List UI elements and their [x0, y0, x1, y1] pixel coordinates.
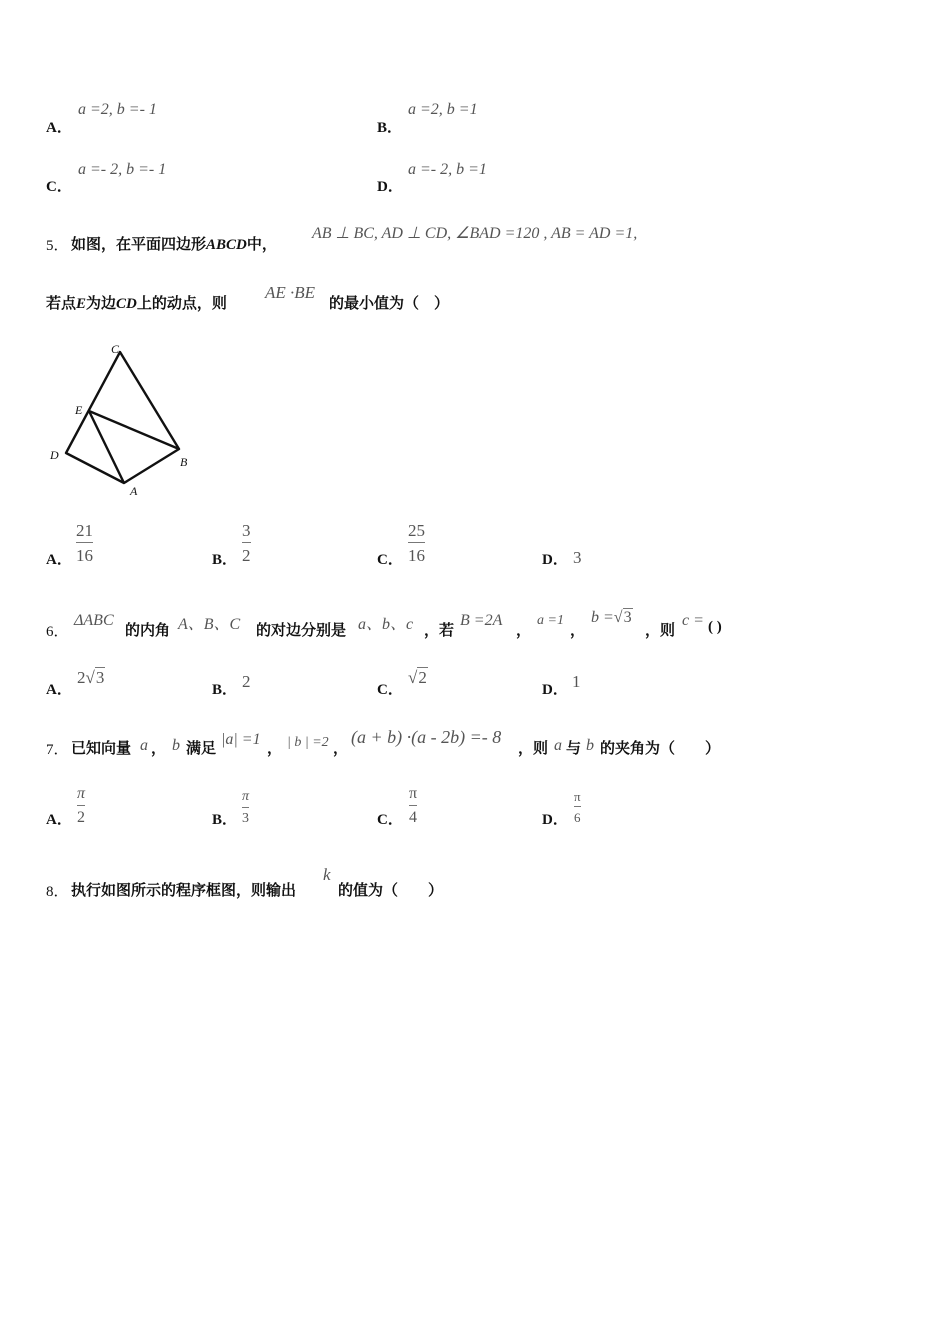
fraction — [242, 790, 249, 826]
question-text: 满足 — [186, 739, 217, 757]
option-math: a =- 2, b =- 1 — [78, 161, 167, 178]
option-label: D． — [377, 179, 403, 195]
fraction — [76, 522, 93, 564]
vector-b: b — [586, 737, 594, 754]
side-cd: CD — [116, 296, 137, 312]
option-label: C． — [377, 812, 403, 828]
option-label: B． — [212, 812, 238, 828]
option-math: 2√3 — [77, 668, 105, 687]
text: 中， — [246, 235, 277, 253]
numerator: 25 — [408, 521, 425, 540]
question-text: ，则 — [518, 739, 549, 757]
angles-math: A、B、C — [178, 616, 241, 633]
point-e: E — [76, 296, 87, 312]
option-math: √2 — [408, 668, 427, 687]
text: b = — [591, 609, 614, 626]
fraction — [409, 786, 417, 826]
quadrilateral-outline — [66, 352, 179, 483]
option-value: 3 — [573, 548, 582, 567]
label-c: C — [111, 342, 120, 356]
fraction — [242, 522, 251, 564]
option-value: 2 — [242, 672, 251, 691]
question-text: 执行如图所示的程序框图，则输出 — [71, 881, 297, 899]
punctuation: ， — [151, 739, 167, 757]
text: 若点 — [46, 294, 77, 312]
option-math: a =2, b =- 1 — [78, 101, 157, 118]
fraction — [408, 522, 425, 564]
question-text — [71, 233, 277, 254]
denominator: 2 — [242, 546, 251, 565]
sides-math: a、b、c — [358, 616, 414, 633]
option-label: A． — [46, 812, 72, 828]
option-label: C． — [46, 179, 72, 195]
numerator: π — [409, 785, 418, 802]
triangle-name: ΔABC — [74, 612, 114, 629]
question-text: ，若 — [424, 621, 455, 639]
numerator: π — [77, 785, 86, 802]
condition-math: AB ⊥ BC, AD ⊥ CD, ∠BAD =120 , AB = AD =1, — [312, 225, 638, 242]
fraction — [77, 786, 85, 826]
option-label: B． — [212, 682, 238, 698]
question-text-line2 — [46, 292, 227, 313]
answer-paren: ( ) — [708, 619, 722, 635]
option-label: B． — [377, 120, 403, 136]
question-text: 已知向量 — [71, 739, 132, 757]
option-label: A． — [46, 682, 72, 698]
question-number: 7． — [46, 742, 69, 758]
question-text: 的夹角为（ ） — [600, 739, 721, 757]
option-value: 1 — [572, 672, 581, 691]
question-number: 6． — [46, 624, 69, 640]
option-label: D． — [542, 552, 568, 568]
coefficient: 2 — [77, 668, 86, 687]
quad-name: ABCD — [206, 237, 247, 253]
condition-math: B =2A — [460, 612, 503, 629]
vector-b: b — [172, 737, 180, 754]
text: 为边 — [86, 294, 117, 312]
question-number: 8． — [46, 884, 69, 900]
option-label: C． — [377, 682, 403, 698]
label-b: B — [180, 455, 188, 469]
denominator: 2 — [77, 809, 85, 826]
vector-expression: AE ·BE — [265, 283, 316, 302]
option-label: D． — [542, 682, 568, 698]
radicand: 3 — [95, 668, 105, 687]
option-label: A． — [46, 120, 72, 136]
option-label: D． — [542, 812, 568, 828]
condition-math: |a| =1 — [221, 731, 261, 748]
question-text: 的最小值为（ ） — [329, 294, 450, 312]
option-label: A． — [46, 552, 72, 568]
condition-math: a =1 — [537, 613, 564, 628]
denominator: 4 — [409, 809, 418, 826]
denominator: 3 — [242, 811, 249, 826]
numerator: 3 — [242, 521, 251, 540]
quadrilateral-figure — [40, 335, 200, 505]
segment-eb — [89, 411, 179, 449]
denominator: 16 — [76, 546, 93, 565]
vector-a: a — [554, 737, 562, 754]
question-text: 的内角 — [125, 621, 171, 639]
condition-math: (a + b) ·(a - 2b) =- 8 — [351, 727, 502, 747]
punctuation: ， — [267, 739, 283, 757]
condition-math: b =√3 — [591, 609, 632, 626]
question-text: 的值为（ ） — [338, 881, 444, 899]
option-math: a =2, b =1 — [408, 101, 478, 118]
numerator: π — [574, 789, 581, 804]
punctuation: ， — [570, 621, 586, 639]
label-a: A — [130, 484, 138, 498]
ask-math: c = — [682, 612, 704, 629]
option-label: C． — [377, 552, 403, 568]
punctuation: ， — [516, 621, 532, 639]
question-text: ，则 — [645, 621, 676, 639]
fraction — [574, 790, 581, 824]
variable-k: k — [323, 865, 331, 884]
segment-ea — [89, 411, 124, 483]
numerator: π — [242, 789, 250, 804]
text: 上的动点，则 — [136, 294, 227, 312]
condition-math: | b | =2 — [287, 735, 329, 750]
radicand: 2 — [418, 668, 427, 687]
vector-a: a — [140, 737, 148, 754]
label-d: D — [50, 448, 59, 462]
numerator: 21 — [76, 521, 93, 540]
radicand: 3 — [623, 609, 632, 626]
option-label: B． — [212, 552, 238, 568]
text: 如图，在平面四边形 — [71, 235, 207, 253]
question-text: 与 — [566, 739, 582, 757]
punctuation: ， — [333, 739, 349, 757]
question-text: 的对边分别是 — [256, 621, 347, 639]
option-math: a =- 2, b =1 — [408, 161, 487, 178]
question-number: 5． — [46, 238, 69, 254]
denominator: 16 — [408, 546, 425, 565]
label-e: E — [75, 403, 83, 417]
denominator: 6 — [574, 810, 581, 825]
